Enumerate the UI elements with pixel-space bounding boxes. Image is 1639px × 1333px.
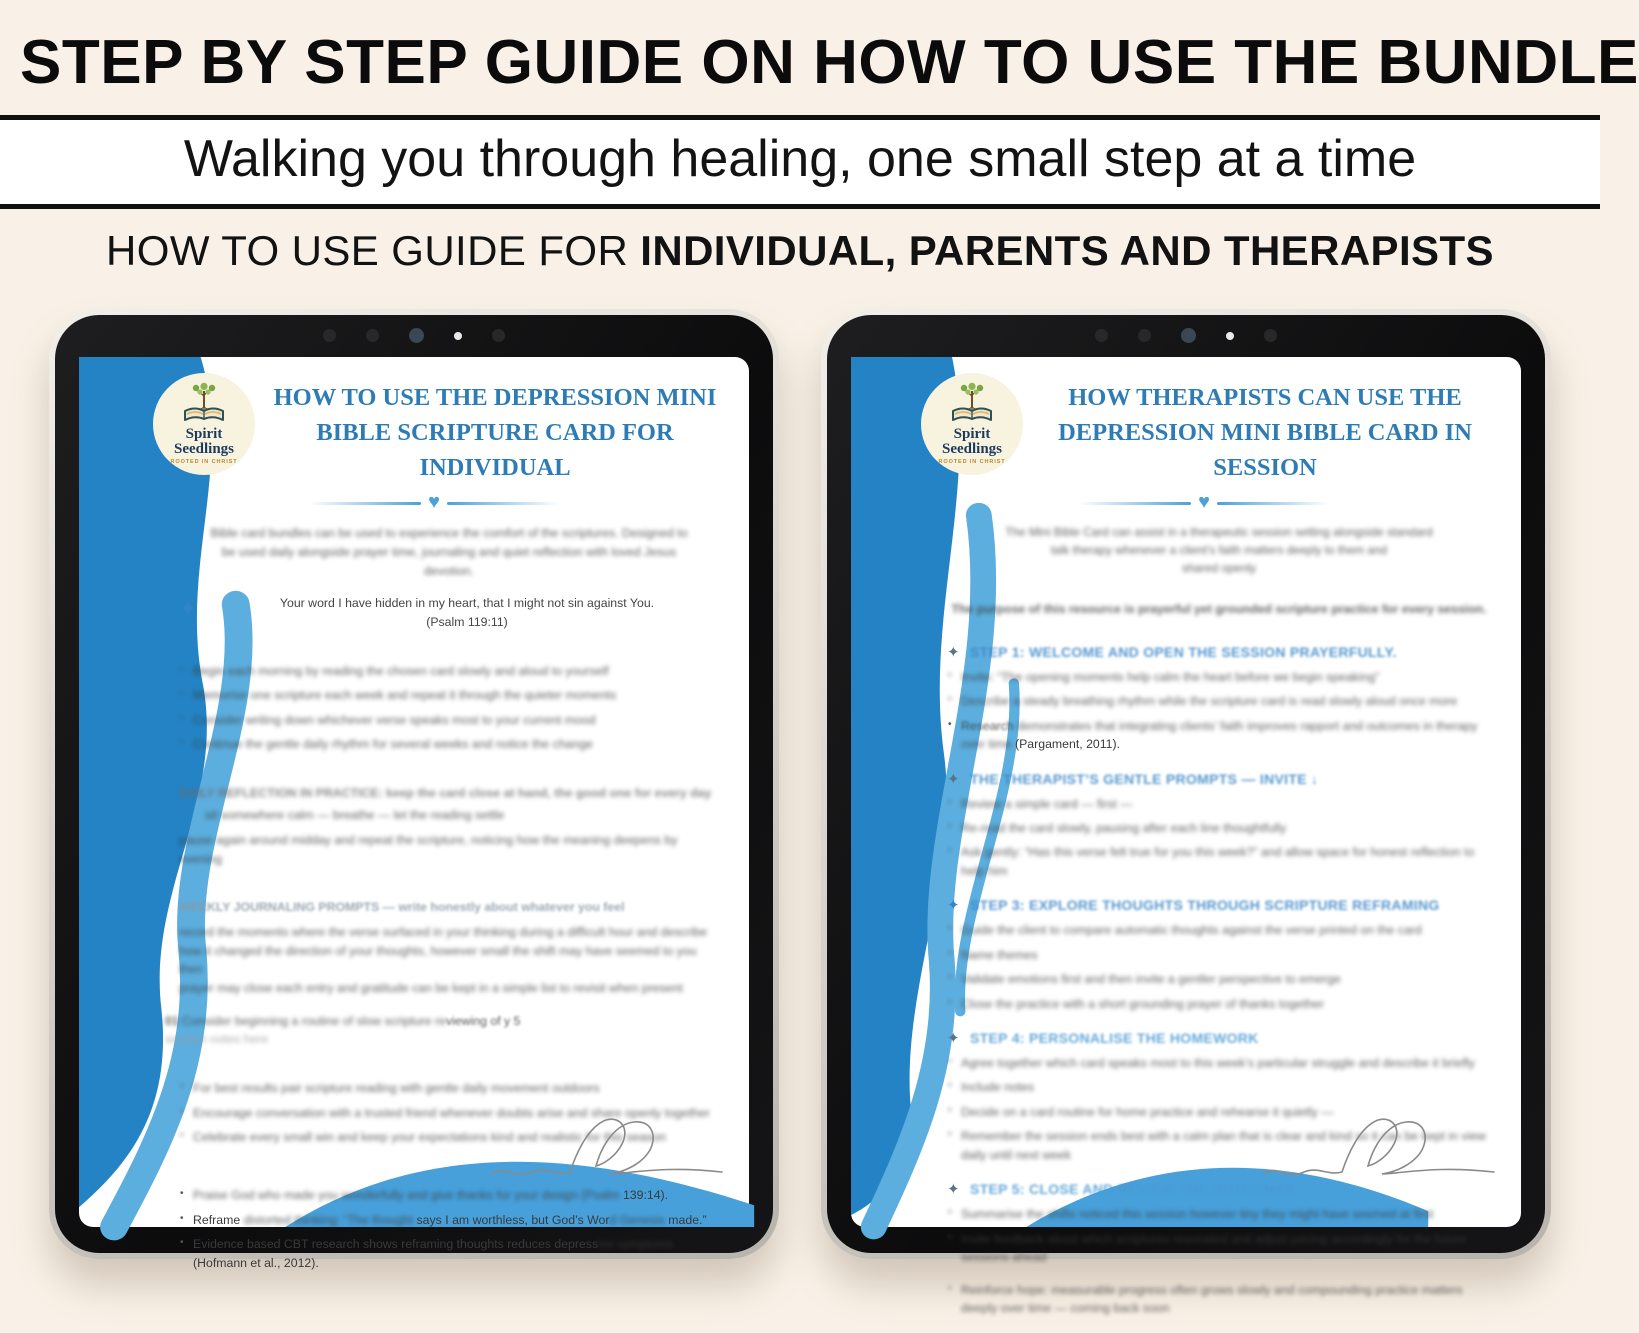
sensor-dot (366, 329, 379, 342)
list-item: • Invite: “The opening moments help calm the heart before we begin speaking” (947, 668, 1491, 686)
book-tree-icon (949, 383, 995, 425)
camera-led-icon (1226, 332, 1234, 340)
heart-divider (179, 491, 689, 514)
heart-divider (947, 491, 1461, 514)
document-individual (79, 357, 749, 1270)
list-item: • Include notes (947, 1078, 1491, 1096)
section-daily-reflection (179, 784, 719, 869)
section-heading: WEEKLY JOURNALING PROMPTS — write honestly about whatever you feel (179, 900, 625, 915)
book-tree-icon (181, 383, 227, 425)
tablet-camera-strip (323, 328, 505, 343)
heart-icon: ♥ (428, 491, 440, 514)
logo-tagline: ROOTED IN CHRIST (170, 458, 238, 465)
usage-bullet-list (179, 662, 719, 754)
list-item: • Celebrate every small win and keep your expectations kind and realistic for this season (179, 1128, 719, 1146)
list-item: • Describe a steady breathing rhythm while the scripture card is read slowly aloud once more (947, 692, 1491, 710)
purpose-line: The purpose of this resource is prayerful yet grounded scripture practice for every session. (951, 602, 1487, 617)
document-title: HOW TO USE THE DEPRESSION MINI BIBLE SCRIPTURE CARD FOR INDIVIDUAL (273, 384, 717, 481)
logo-name: Spirit Seedlings (941, 426, 1002, 457)
audience-line (0, 227, 1600, 275)
document-therapists (851, 357, 1521, 1315)
list-item: • Re-read the card slowly, pausing after each line thoughtfully (947, 819, 1491, 837)
camera-lens-icon (1181, 328, 1196, 343)
sparkle-icon: ✦ (947, 897, 960, 915)
sparkle-icon: ✦ (947, 1030, 960, 1048)
list-item: • Name themes (947, 946, 1491, 964)
tablet-screen (851, 357, 1521, 1315)
document-header (938, 373, 1491, 485)
sparkle-icon: ✦ (947, 643, 960, 661)
spirit-seedlings-logo (153, 373, 255, 475)
list-item: • Remember the session ends best with a calm plan that is clear and kind so it can be kept in view daily until next week (947, 1127, 1491, 1164)
list-item: • Encourage conversation with a trusted friend whenever doubts arise and share openly together (179, 1104, 719, 1122)
evidence-bullet-list (179, 1186, 719, 1272)
list-item: • Summarise the shifts noticed this session however tiny they might have seemed at first (947, 1205, 1491, 1223)
section-line: record the moments where the verse surfaced in your thinking during a difficult hour and describe (179, 924, 708, 939)
heart-doodle (1262, 1102, 1497, 1197)
step-heading: STEP 4: PERSONALISE THE HOMEWORK (970, 1030, 1259, 1047)
section-line: sit somewhere calm — breathe — let the reading settle (205, 808, 505, 823)
list-item: • Reframe distorted thinking: “The thought says I am worthless, but God’s Word Genesis made.” (179, 1211, 719, 1229)
audience-line-bold: INDIVIDUAL, PARENTS AND THERAPISTS (640, 227, 1494, 274)
numbered-line2: session notes here (165, 1032, 269, 1047)
list-item: • Decide on a card routine for home practice and rehearse it quietly — (947, 1103, 1491, 1121)
step-heading: THE THERAPIST’S GENTLE PROMPTS — INVITE ↓ (970, 770, 1319, 787)
numbered-line: 01 Consider beginning a routine of slow scripture reviewing of y 5 (165, 1013, 521, 1028)
tablet-mockups (0, 309, 1600, 1315)
list-item: • Memorise one scripture each week and repeat it through the quieter moments (179, 686, 719, 704)
list-item: • Research demonstrates that integrating clients’ faith improves rapport and outcomes in therapy over time (Pargament, 2011). (947, 717, 1491, 754)
step-1 (947, 643, 1491, 754)
intro-line2: shared openly (1181, 561, 1257, 576)
tablet-screen (79, 357, 749, 1270)
sensor-dot (1138, 329, 1151, 342)
tablet-camera-strip (1095, 328, 1277, 343)
tablet-individual (49, 309, 779, 1270)
list-item: • Guide the client to compare automatic thoughts against the verse printed on the card (947, 921, 1491, 939)
sensor-dot (1264, 329, 1277, 342)
section-line: pause again around midday and repeat the scripture, noticing how the meaning deepens by evening (179, 832, 678, 866)
list-item: • For best results pair scripture reading with gentle daily movement outdoors (179, 1079, 719, 1097)
step-5 (947, 1180, 1491, 1317)
scripture-quote: Your word I have hidden in my heart, that I might not sin against You. (Psalm 119:11) (279, 596, 655, 630)
document-title: HOW THERAPISTS CAN USE THE DEPRESSION MINI BIBLE CARD IN SESSION (1058, 384, 1472, 481)
list-item: • Evidence based CBT research shows reframing thoughts reduces depressive symptoms (Hofmann et al., 2012). (179, 1235, 719, 1272)
scripture-quote-block (179, 594, 719, 631)
section-heading: DAILY REFLECTION IN PRACTICE: keep the card close at hand, the good one for every day (179, 785, 712, 800)
tablet-bezel (827, 315, 1545, 1315)
list-item: • Continue the gentle daily rhythm for several weeks and notice the change (179, 735, 719, 753)
sensor-dot (492, 329, 505, 342)
document-header (170, 373, 719, 485)
sensor-dot (323, 329, 336, 342)
step-heading: STEP 1: WELCOME AND OPEN THE SESSION PRAYERFULLY. (970, 643, 1397, 660)
heart-doodle (490, 1102, 725, 1197)
tablet-bezel (55, 315, 773, 1270)
list-item: • Agree together which card speaks most to this week’s particular struggle and describe it briefly (947, 1054, 1491, 1072)
intro-paragraph: Bible card bundles can be used to experience the comfort of the scriptures. Designed to be used daily alongside prayer time, journaling and quiet reflection with loved Jesus devotion. (210, 526, 688, 578)
intro-paragraph: The Mini Bible Card can assist in a therapeutic session setting alongside standard talk therapy whenever a client’s faith matters deeply to them and (1005, 525, 1433, 558)
spirit-seedlings-logo (921, 373, 1023, 475)
sparkle-icon: ✦ (947, 770, 960, 788)
section-line: prayer may close each entry and gratitude can be kept in a simple list to revisit when present (179, 981, 683, 996)
tablet-therapists (821, 309, 1551, 1315)
camera-lens-icon (409, 328, 424, 343)
section-journaling (165, 898, 719, 1049)
step-3 (947, 896, 1491, 1013)
step-heading: STEP 3: EXPLORE THOUGHTS THROUGH SCRIPTURE REFRAMING (970, 897, 1440, 914)
sensor-dot (1095, 329, 1108, 342)
list-item: • Praise God who made you wonderfully and give thanks for your design (Psalm 139:14). (179, 1186, 719, 1204)
camera-led-icon (454, 332, 462, 340)
step-2 (947, 770, 1491, 881)
list-item: • Begin each morning by reading the chosen card slowly and aloud to yourself (179, 662, 719, 680)
step-heading: STEP 5: CLOSE AND REVIEW THE OUTCOMES (970, 1181, 1296, 1198)
list-item: • Invite feedback about which scriptures resonated and adjust pacing accordingly for the future sessions ahead (947, 1230, 1491, 1267)
list-item: • Validate emotions first and then invite a gentler perspective to emerge (947, 970, 1491, 988)
logo-tagline: ROOTED IN CHRIST (938, 458, 1006, 465)
audience-line-regular: HOW TO USE GUIDE FOR (106, 227, 641, 274)
heart-icon: ♥ (1198, 491, 1210, 514)
list-item: • Consider writing down whichever verse speaks most to your current mood (179, 711, 719, 729)
page-title: STEP BY STEP GUIDE ON HOW TO USE THE BUNDLE (20, 28, 1639, 97)
logo-name: Spirit Seedlings (173, 426, 234, 457)
list-item: • Review a simple card — first — (947, 795, 1491, 813)
sparkle-icon: ✦ (179, 596, 198, 622)
section-line: how it changed the direction of your thoughts, however small the shift may have seemed to you then (179, 943, 697, 977)
sparkle-icon: ✦ (947, 1181, 960, 1199)
list-item: • Close the practice with a short grounding prayer of thanks together (947, 995, 1491, 1013)
list-item: • Reinforce hope: measurable progress often grows slowly and compounding practice matters deeply over time — coming back soon (947, 1281, 1491, 1318)
list-item: • Ask gently: “Has this verse felt true for you this week?” and allow space for honest reflection to help him (947, 843, 1491, 880)
page-subtitle: Walking you through healing, one small step at a time (0, 115, 1600, 209)
